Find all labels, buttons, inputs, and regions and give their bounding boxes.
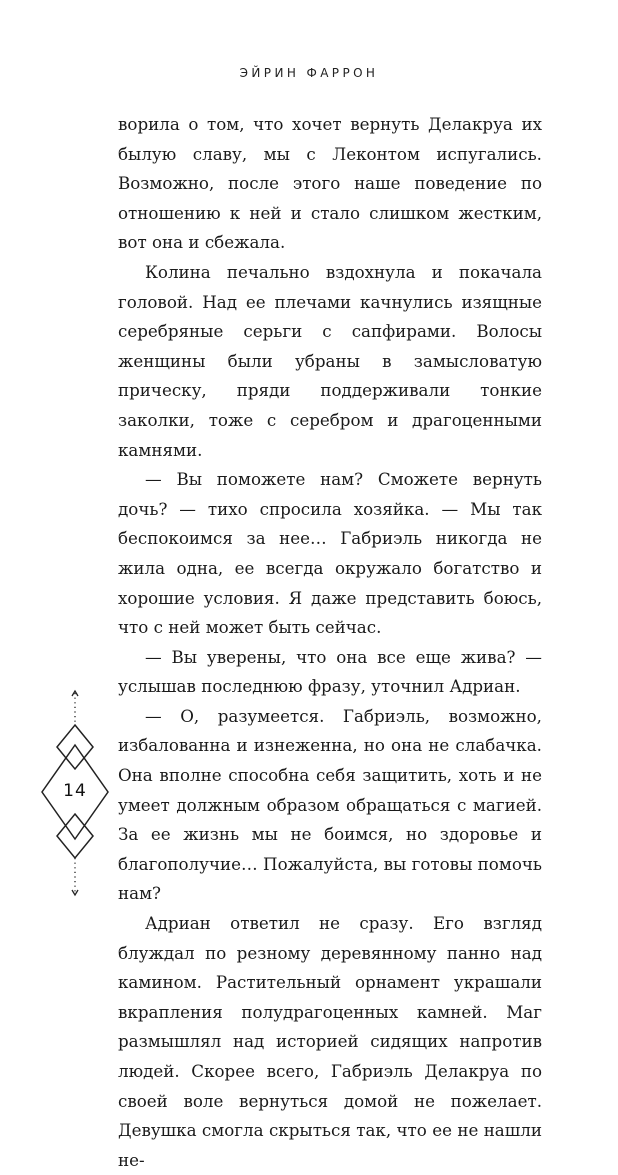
paragraph: — Вы поможете нам? Сможете вернуть дочь? — тихо спросила хозяйка. — Мы так беспокоимся за нее… Габриэль никогда не жила одна, ее всегда окружало богатство и хорошие условия. Я даже представить боюсь, что с ней может быть сейчас. — [118, 469, 542, 638]
paragraph: — Вы уверены, что она все еще жива? — услышав последнюю фразу, уточнил Адриан. — [118, 646, 542, 697]
page-number: 14 — [63, 781, 87, 801]
running-header: ЭЙРИН ФАРРОН — [239, 66, 379, 80]
paragraph: ворила о том, что хочет вернуть Делакруа их былую славу, мы с Леконтом испугались. Возможно, после этого наше поведение по отношению к ней и стало слишком жестким, вот она и сбежала. — [118, 114, 542, 253]
paragraph: Адриан ответил не сразу. Его взгляд блуждал по резному деревянному панно над камином. Растительный орнамент украшали вкрапления полудрагоценных камней. Маг размышлял над историей сидящих напротив людей. Скорее всего, Габриэль Делакруа по своей воле вернуться домой не пожелает. Девушка смогла скрыться так, что ее не нашли не- — [118, 913, 542, 1170]
paragraph: — О, разумеется. Габриэль, возможно, избалованна и изнеженна, но она не слабачка. Она вполне способна себя защитить, хоть и не умеет должным образом обращаться с магией. За ее жизнь мы не боимся, но здоровье и благополучие… Пожалуйста, вы готовы помочь нам? — [118, 705, 542, 904]
body-text — [118, 110, 542, 1175]
paragraph: Колина печально вздохнула и покачала головой. Над ее плечами качнулись изящные серебряные серьги с сапфирами. Волосы женщины были убраны в замысловатую прическу, пряди поддерживали тонкие заколки, тоже с серебром и драгоценными камнями. — [118, 261, 542, 460]
